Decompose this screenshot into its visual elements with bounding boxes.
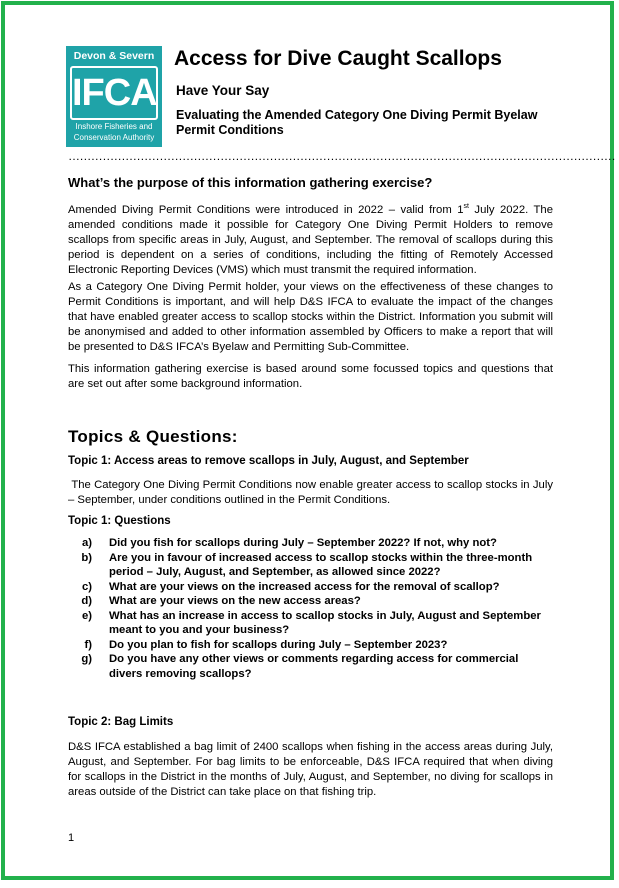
page-number: 1: [68, 832, 75, 844]
question-item: d) What are your views on the new access areas?: [81, 595, 361, 607]
purpose-paragraph-1: Amended Diving Permit Conditions were introduced in 2022 – valid from 1st July 2022. The amended conditions made it possible for Category One Diving Permit Holders to remove scallops from specific areas in July, August, and September. The removal of scallops during this period is dependent on a series of conditions, including the fitting of Remotely Accessed Electronic Reporting Devices (VMS) which must transmit the required information.: [68, 203, 553, 276]
question-item: c) What are your views on the increased access for the removal of scallop?: [81, 580, 500, 593]
question-item: a) Did you fish for scallops during July – September 2022? If not, why not?: [81, 537, 497, 549]
topic1-title: Topic 1: Access areas to remove scallops in July, August, and September: [68, 455, 469, 467]
topic2-title: Topic 2: Bag Limits: [68, 716, 174, 728]
page-title: Access for Dive Caught Scallops: [174, 47, 502, 70]
question-item: b) Are you in favour of increased access to scallop stocks within the three-month period – July, August, and September, as allowed since 2022?: [81, 551, 533, 578]
ifca-logo: [66, 46, 162, 147]
question-item: g) Do you have any other views or comments regarding access for commercial divers removing scallops?: [81, 653, 519, 680]
page-subtitle: Evaluating the Amended Category One Diving Permit Byelaw Permit Conditions: [176, 108, 538, 137]
question-item: e) What has an increase in access to scallop stocks in July, August and September meant to you and your business?: [81, 609, 541, 636]
purpose-paragraph-3: This information gathering exercise is based around some focussed topics and questions that are set out after some background information.: [68, 363, 553, 390]
topic1-body: The Category One Diving Permit Conditions now enable greater access to scallop stocks in July – September, under conditions outlined in the Permit Conditions.: [68, 479, 554, 506]
topic1-question-list: [68, 536, 553, 681]
dotted-divider: ………………………………………………………………………………………………………………………………: [68, 149, 616, 163]
topics-heading: Topics & Questions:: [68, 427, 238, 446]
topic2-body: D&S IFCA established a bag limit of 2400 scallops when fishing in the access areas during July, August, and September. For bag limits to be enforceable, D&S IFCA required that when diving for scallops in the District in the months of July, August, and September, no diving for scallops in areas outside of the District can take place on that fishing trip.: [68, 741, 553, 798]
logo-caption: Inshore Fisheries and Conservation Authority: [73, 122, 155, 142]
question-item: f) Do you plan to fish for scallops during July – September 2023?: [84, 638, 448, 651]
have-your-say: Have Your Say: [176, 83, 270, 98]
logo-ifca: IFCA: [70, 66, 158, 120]
purpose-heading: What’s the purpose of this information gathering exercise?: [68, 175, 433, 190]
topic1-questions-label: Topic 1: Questions: [68, 515, 171, 527]
purpose-paragraph-2: As a Category One Diving Permit holder, your views on the effectiveness of these changes to Permit Conditions is important, and will help D&S IFCA to evaluate the impact of the changes that have enabled greater access to scallop stocks within the District. Information you submit will be anonymised and added to other information assembled by Officers to make a report that will be presented to D&S IFCA’s Byelaw and Permitting Sub-Committee.: [68, 281, 553, 353]
logo-region: Devon & Severn: [73, 50, 155, 62]
